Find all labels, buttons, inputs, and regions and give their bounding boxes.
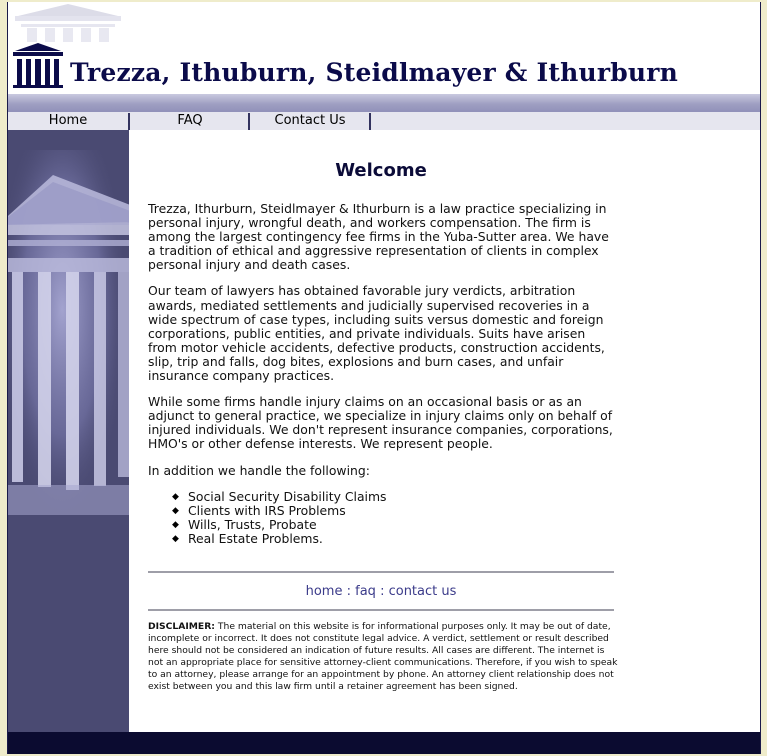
page-title: Welcome [335,160,427,181]
results-paragraph: Our team of lawyers has obtained favorable jury verdicts, arbitration awards, mediated settlements and judicially supervised recoveries in a wide spectrum of case types, including suits versus domestic and foreign corporations, public entities, and private individuals. Suits have arisen from motor vehicle accidents, defective products, construction accidents, slip, trip and falls, dog bites, explosions and burn cases, and unfair insurance company practices. [148,283,605,384]
bullet-icon: ◆ [172,533,179,544]
courthouse-columns-icon [8,130,129,732]
footer-link-home[interactable]: home [305,584,343,599]
nav-contact-us[interactable]: Contact Us [274,113,346,128]
list-item: ◆ Clients with IRS Problems [172,502,346,518]
disclaimer-text: The material on this website is for informational purposes only. It may be out of date, incomplete or incorrect. It does not constitute legal advice. A verdict, settlement or result described here should not be considered an indication of future results. All cases are different. The internet is not an appropriate place for sensitive attorney-client communications. Therefore, if you wish to speak to an attorney, please arrange for an appointment by phone. An attorney client relationship does not exist between you and this law firm until a retainer agreement has been signed. [148,621,618,692]
list-item: ◆ Wills, Trusts, Probate [172,516,317,532]
courthouse-watermark-icon [13,4,123,42]
list-item: ◆ Real Estate Problems. [172,530,323,546]
courthouse-logo-icon [13,42,63,88]
footer-separator: : [380,584,385,599]
disclaimer [148,621,618,693]
footer-link-contact-us[interactable]: contact us [388,584,457,599]
nav-home[interactable]: Home [48,113,88,128]
firm-name: Trezza, Ithuburn, Steidlmayer & Ithurburn [70,58,679,87]
sidebar [8,130,129,732]
nav-separator [369,113,371,130]
site-header [8,2,760,94]
disclaimer-label: DISCLAIMER: [148,621,215,632]
divider [148,571,614,573]
main-content [148,130,614,546]
list-item: ◆ Social Security Disability Claims [172,488,387,504]
page [7,2,761,754]
divider [148,609,614,611]
nav-bar [8,94,760,130]
footer-link-faq[interactable]: faq [355,584,376,599]
additional-services-lead: In addition we handle the following: [148,462,370,478]
bottom-bar [8,732,760,754]
bullet-icon: ◆ [172,491,179,502]
footer-links [148,584,614,599]
bullet-icon: ◆ [172,519,179,530]
nav-faq[interactable]: FAQ [177,113,203,128]
footer-separator: : [346,584,351,599]
intro-paragraph: Trezza, Ithurburn, Steidlmayer & Ithurburn is a law practice specializing in personal injury, wrongful death, and workers compensation. The firm is among the largest contingency fee firms in the Yuba-Sutter area. We have a tradition of ethical and aggressive representation of clients in complex personal injury and death cases. [148,201,609,273]
specialty-paragraph: While some firms handle injury claims on an occasional basis or as an adjunct to general practice, we specialize in injury claims only on behalf of injured individuals. We don't represent insurance companies, corporations, HMO's or other defense interests. We represent people. [148,394,613,452]
bullet-icon: ◆ [172,505,179,516]
services-list [172,490,614,546]
